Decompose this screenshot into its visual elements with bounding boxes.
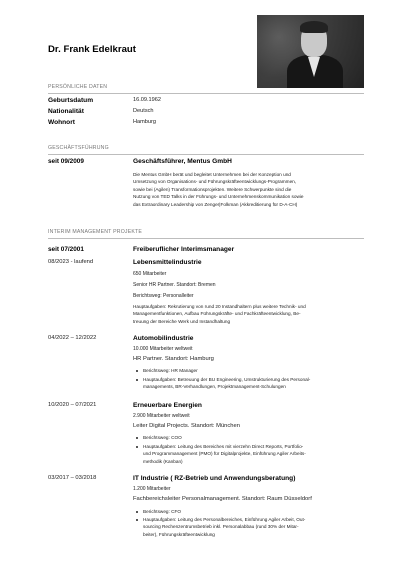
project-tasks <box>133 303 364 325</box>
text-line: treuung der Bereiche Werk und Instandhaltung <box>133 318 231 324</box>
bullet-item <box>133 367 364 374</box>
project-industry: Automobilindustrie <box>133 335 194 342</box>
project-date: 03/2017 – 03/2018 <box>48 475 97 481</box>
text-line: Umsetzung von Organisations- und Führungskräfteentwicklungs-Programmen, <box>133 179 297 185</box>
project-industry: IT Industrie ( RZ-Betrieb und Anwendungsberatung) <box>133 475 296 482</box>
bullet-text <box>143 376 364 391</box>
text-line: methodik (Kanban) <box>143 458 183 464</box>
project-role: Senior HR Partner. Standort: Bremen <box>133 282 216 288</box>
text-line: Hauptaufgaben: Leitung des Personalbereiches, Einführung Agiler Arbeit, Out- <box>143 517 306 522</box>
project-employees: 1.200 Mitarbeiter <box>133 486 171 492</box>
bullet-text <box>143 443 364 465</box>
text-line: beiter), Führungskräfteentwicklung <box>143 531 215 537</box>
project-date: 04/2022 – 12/2022 <box>48 335 97 341</box>
section-title-personal: PERSÖNLICHE DATEN <box>48 84 108 90</box>
bullet-item <box>133 516 364 538</box>
bullet-icon <box>136 446 138 448</box>
label-nationality: Nationalität <box>48 108 84 115</box>
value-nationality: Deutsch <box>133 108 154 114</box>
section-rule <box>48 238 364 239</box>
management-description <box>133 171 364 208</box>
bullet-icon <box>136 437 138 439</box>
value-residence: Hamburg <box>133 119 157 125</box>
label-birthdate: Geburtsdatum <box>48 97 94 104</box>
section-title-management: GESCHÄFTSFÜHRUNG <box>48 145 109 151</box>
project-industry: Erneuerbare Energien <box>133 402 202 409</box>
text-line: managements, BR-Verhandlungen, Projektmanagement-Schulungen <box>143 384 286 390</box>
label-residence: Wohnort <box>48 119 75 126</box>
text-line: Nutzung von TED Talks in der Führungs- und Unternehmenskommunikation sowie <box>133 194 304 200</box>
portrait-photo <box>257 15 364 88</box>
text-line: sowie bei (Agilen) Transformationsprojekten. Weitere Schwerpunkte sind die <box>133 186 292 192</box>
bullet-icon <box>136 511 138 513</box>
project-employees: 650 Mitarbeiter <box>133 271 167 277</box>
bullet-text <box>143 516 364 538</box>
bullet-icon <box>136 519 138 521</box>
bullet-item <box>133 434 364 441</box>
bullet-icon <box>136 370 138 372</box>
text-line: sourcing Rechenzentrumsbetrieb inkl. Personalabbau (rund 30% der Mitar- <box>143 524 299 530</box>
text-line: Hauptaufgaben: Rekrutierung von rund 20 Instandhaltern plus weitere Technik- und <box>133 304 306 309</box>
bullet-item <box>133 376 364 391</box>
text-line: Hauptaufgaben: Betreuung der BU Engineering, Umstrukturierung des Personal- <box>143 377 311 382</box>
photo-person-hair <box>300 21 328 33</box>
project-role: HR Partner. Standort: Hamburg <box>133 356 214 362</box>
section-rule <box>48 93 364 94</box>
text-line: Die Mentus GmbH berät und begleitet Unternehmen bei der Konzeption und <box>133 172 291 177</box>
bullet-icon <box>136 379 138 381</box>
project-employees: 2.900 Mitarbeiter weltweit <box>133 413 190 419</box>
text-line: und Programmanagement (PMO) für Digitalprojekte, Einführung Agiler Arbeits- <box>143 451 306 457</box>
project-reporting: Berichtsweg: Personalleiter <box>133 293 194 299</box>
bullet-text: Berichtsweg: HR Manager <box>143 368 198 373</box>
text-line: das Extraordinary Leadership von Zenger|Folkman (Akkreditierung für D-A-CH) <box>133 201 298 207</box>
bullet-text: Berichtsweg: CFO <box>143 509 182 514</box>
project-role: Fachbereichsleiter Personalmanagement. Standort: Raum Düsseldorf <box>133 496 312 502</box>
bullet-item <box>133 443 364 465</box>
bullet-text: Berichtsweg: COO <box>143 435 182 440</box>
text-line: Managementfunktionen, Aufbau Führungskräfte- und Fachkräfteentwicklung, Be- <box>133 311 301 317</box>
project-employees: 10.000 Mitarbeiter weltweit <box>133 346 193 352</box>
interim-date: seit 07/2001 <box>48 246 84 253</box>
text-line: Hauptaufgaben: Leitung des Bereiches mit vierzehn Direct Reports, Portfolio- <box>143 444 304 449</box>
project-date: 08/2023 - laufend <box>48 259 94 265</box>
management-date: seit 09/2009 <box>48 158 84 165</box>
cv-name: Dr. Frank Edelkraut <box>48 44 136 55</box>
section-title-interim: INTERIM MANAGEMENT PROJEKTE <box>48 229 143 235</box>
project-role: Leiter Digital Projects. Standort: München <box>133 423 240 429</box>
bullet-item <box>133 508 364 515</box>
management-title: Geschäftsführer, Mentus GmbH <box>133 158 232 165</box>
interim-title: Freiberuflicher Interimsmanager <box>133 246 235 253</box>
value-birthdate: 16.09.1962 <box>133 97 161 103</box>
project-industry: Lebensmittelindustrie <box>133 259 202 266</box>
section-rule <box>48 154 364 155</box>
project-date: 10/2020 – 07/2021 <box>48 402 97 408</box>
